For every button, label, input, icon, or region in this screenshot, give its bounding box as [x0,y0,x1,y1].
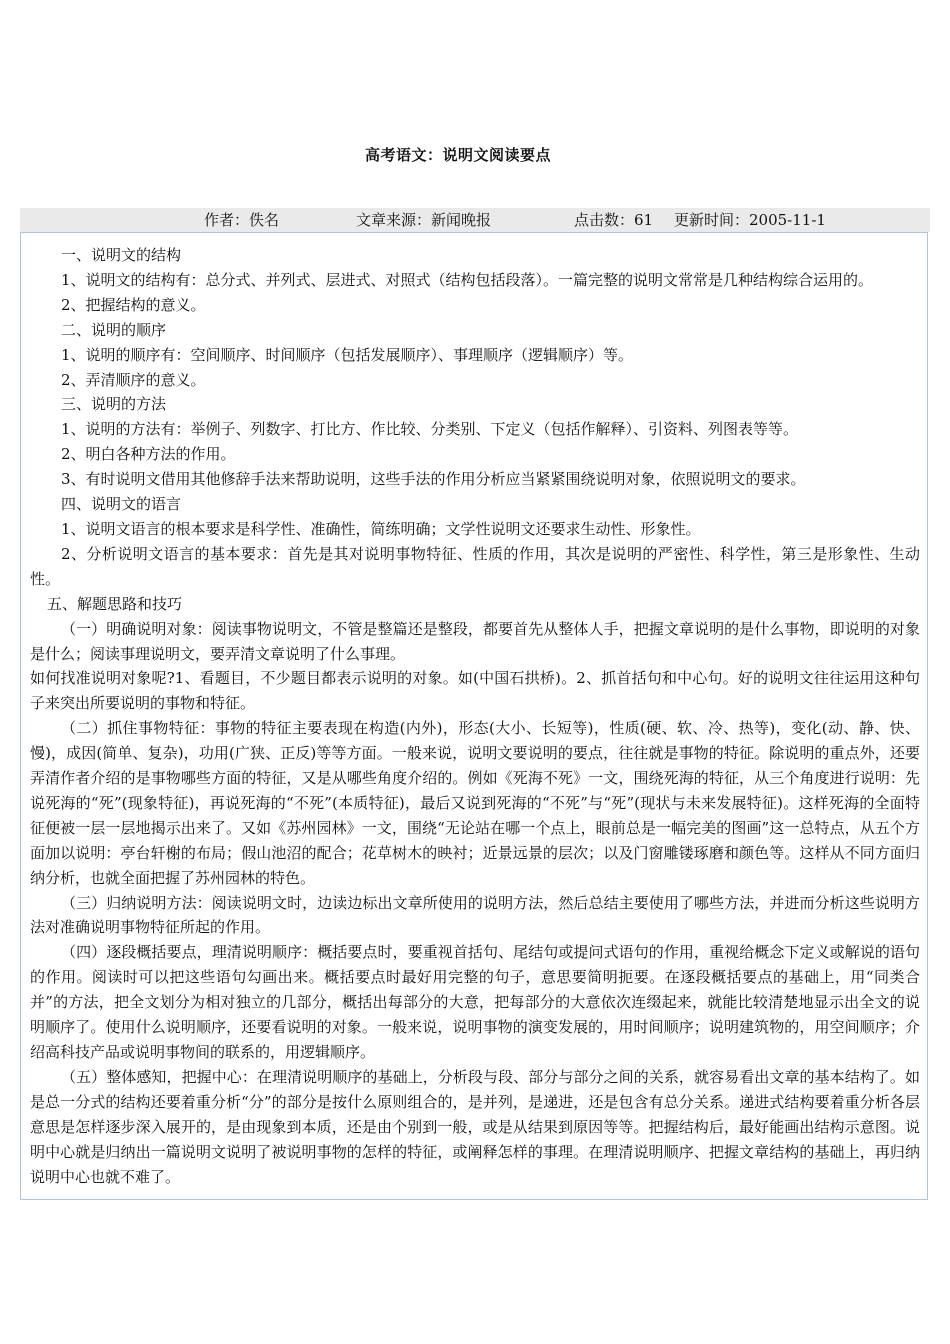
update-time-label: 更新时间：2005-11-1 [674,211,826,229]
paragraph: 2、把握结构的意义。 [61,295,206,314]
paragraph: 3、有时说明文借用其他修辞手法来帮助说明，这些手法的作用分析应当紧紧围绕说明对象，依照说明文的要求。 [61,470,806,489]
section-heading: 三、说明的方法 [61,395,167,414]
section-heading: 一、说明文的结构 [61,246,182,264]
paragraph: （五）整体感知，把握中心：在理清说明顺序的基础上，分析段与段、部分与部分之间的关系，就容易看出文章的基本结构了。如是总一分式的结构还要着重分析“分”的部分是按什么原则组合的，是并列，是递进，还是包含有总分关系。递进式结构要着重分析各层意思是怎样逐步深入展开的，是由现象到本质，还是由个别到一般，或是从结果到原因等等。把握结构后，最好能画出结构示意图。说明中心就是归纳出一篇说明文说明了被说明事物的怎样的特征，或阐释怎样的事理。在理清说明顺序、把握文章结构的基础上，再归纳说明中心也就不难了。 [30,1067,920,1186]
paragraph: 1、说明文语言的根本要求是科学性、准确性，简练明确；文学性说明文还要求生动性、形象性。 [61,519,701,538]
section-heading: 四、说明文的语言 [61,495,182,514]
paragraph: 2、分析说明文语言的基本要求：首先是其对说明事物特征、性质的作用，其次是说明的严密性、科学性，第三是形象性、生动性。 [30,544,920,588]
paragraph: 2、弄清顺序的意义。 [61,370,206,389]
article-title: 高考语文：说明文阅读要点 [364,146,551,164]
paragraph: 1、说明的顺序有：空间顺序、时间顺序（包括发展顺序）、事理顺序（逻辑顺序）等。 [61,345,634,364]
section-heading: 二、说明的顺序 [61,320,167,339]
article-body [30,243,920,1189]
paragraph: 1、说明文的结构有：总分式、并列式、层进式、对照式（结构包括段落）。一篇完整的说明文常常是几种结构综合运用的。 [61,270,874,289]
paragraph: 如何找准说明对象呢?1、看题目，不少题目都表示说明的对象。如(中国石拱桥)。2、抓首括句和中心句。好的说明文往往运用这种句子来突出所要说明的事物和特征。 [30,669,920,713]
article-meta-bar [20,208,930,232]
section-heading: 五、解题思路和技巧 [47,594,183,613]
click-count-label: 点击数：61 [574,211,654,229]
paragraph: （一）明确说明对象：阅读事物说明文，不管是整篇还是整段，都要首先从整体人手，把握文章说明的是什么事物，即说明的对象是什么；阅读事理说明文，要弄清文章说明了什么事理。 [30,619,920,663]
paragraph: （二）抓住事物特征：事物的特征主要表现在构造(内外)，形态(大小、长短等)，性质(硬、软、冷、热等)，变化(动、静、快、慢)，成因(简单、复杂)，功用(广狭、正反)等等方面。一般来说，说明文要说明的要点，往往就是事物的特征。除说明的重点外，还要弄清作者介绍的是事物哪些方面的特征，又是从哪些角度介绍的。例如《死海不死》一文，围绕死海的特征，从三个角度进行说明：先说死海的“死”(现象特征)，再说死海的“不死”(本质特征)，最后又说到死海的“不死”与“死”(现状与未来发展特征)。这样死海的全面特征便被一层一层地揭示出来了。又如《苏州园林》一文，围绕“无论站在哪一个点上，眼前总是一幅完美的图画”这一总特点，从五个方面加以说明：亭台轩榭的布局；假山池沼的配合；花草树木的映衬；近景远景的层次；以及门窗雕镂琢磨和颜色等。这样从不同方面归纳分析，也就全面把握了苏州园林的特色。 [30,719,920,887]
paragraph: （三）归纳说明方法：阅读说明文时，边读边标出文章所使用的说明方法，然后总结主要使用了哪些方法，并进而分析这些说明方法对准确说明事物特征所起的作用。 [30,893,920,937]
paragraph: （四）逐段概括要点，理清说明顺序：概括要点时，要重视首括句、尾结句或提问式语句的作用，重视给概念下定义或解说的语句的作用。阅读时可以把这些语句勾画出来。概括要点时最好用完整的句子，意思要简明扼要。在逐段概括要点的基础上，用“同类合并”的方法，把全文划分为相对独立的几部分，概括出每部分的大意，把每部分的大意依次连缀起来，就能比较清楚地显示出全文的说明顺序了。使用什么说明顺序，还要看说明的对象。一般来说，说明事物的演变发展的，用时间顺序；说明建筑物的，用空间顺序；介绍高科技产品或说明事物间的联系的，用逻辑顺序。 [30,943,920,1061]
paragraph: 1、说明的方法有：举例子、列数字、打比方、作比较、分类别、下定义（包括作解释）、引资料、列图表等等。 [61,420,799,439]
source-label: 文章来源：新闻晚报 [356,211,492,229]
paragraph: 2、明白各种方法的作用。 [61,445,236,464]
author-label: 作者：佚名 [204,211,280,229]
